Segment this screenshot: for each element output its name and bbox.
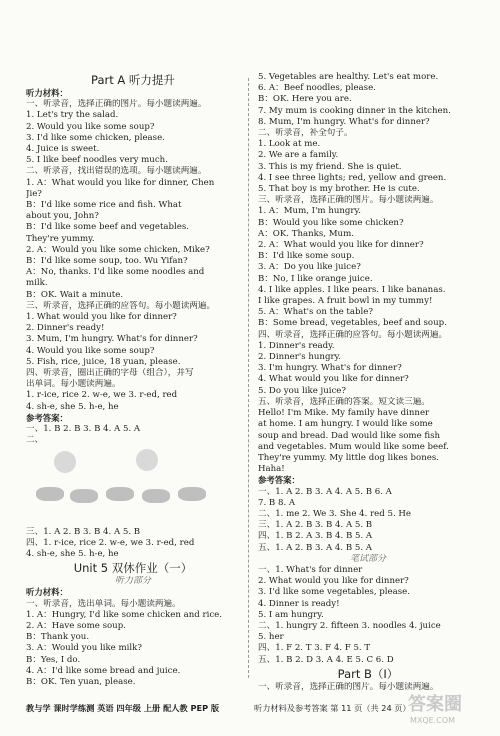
text-line: B：Some bread, vegetables, beef and soup.: [258, 318, 447, 329]
column-divider: [248, 78, 249, 678]
text-line: 5. her: [258, 632, 284, 643]
sub-heading: 参考答案：: [26, 412, 68, 423]
text-line: 3. Mum, I'm hungry. What's for dinner?: [26, 334, 198, 345]
text-line: 二、听录音，补全句子。: [258, 128, 353, 139]
section-heading: Part A 听力提升: [91, 73, 175, 87]
text-line: 1. Let's try the salad.: [26, 110, 119, 121]
text-line: B：No, I like orange juice.: [258, 273, 373, 284]
text-line: 2. We are a family.: [258, 150, 339, 161]
text-line: 出单词。每小题读两遍。: [26, 379, 121, 390]
text-line: 1. What would you like for dinner?: [26, 312, 177, 323]
text-line: soup and bread. Dad would like some fish: [258, 430, 441, 441]
text-line: 5. That boy is my brother. He is cute.: [258, 184, 420, 195]
text-line: 三、听录音，选择正确的图片。每小题读两遍。: [258, 195, 439, 206]
food-plate-image: [70, 489, 98, 503]
text-line: 4. Would you like some soup?: [26, 345, 155, 356]
text-line: 5. Fish, rice, juice, 18 yuan, please.: [26, 356, 181, 367]
text-line: 4. A：I'd like some bread and juice.: [26, 665, 181, 676]
text-line: 6. A：Beef noodles, please.: [258, 83, 376, 94]
text-line: 3. I'd like some chicken, please.: [26, 132, 165, 143]
left-column: [26, 72, 240, 688]
text-line: 4. What would you like for dinner?: [258, 374, 409, 385]
sub-heading: 听力材料：: [26, 88, 68, 98]
text-line: 3. A：Would you like milk?: [26, 643, 142, 654]
text-line: 2. What would you like for dinner?: [258, 576, 409, 587]
text-line: 3. This is my friend. She is quiet.: [258, 161, 402, 172]
text-line: 二、听录音，找出错误的选项。每小题读两遍。: [26, 166, 207, 177]
text-line: 四、1. r-ice, rice 2. w-e, we 3. r-ed, red: [26, 537, 195, 548]
text-line: A：No, thanks. I'd like some noodles and: [26, 267, 205, 278]
handwritten-label: 听力部分: [114, 576, 151, 587]
food-plate-image: [142, 489, 170, 503]
text-line: 4. I like apples. I like pears. I like bananas.: [258, 284, 446, 295]
text-line: 4. Dinner is ready!: [258, 598, 340, 609]
section-heading: Unit 5 双休作业（一）: [73, 561, 193, 576]
text-line: 1. A：Mum, I'm hungry.: [258, 206, 361, 217]
text-line: 4. sh-e, she 5. h-e, he: [26, 401, 119, 412]
text-line: 7. My mum is cooking dinner in the kitchen.: [258, 105, 451, 116]
text-line: 二、1. me 2. We 3. She 4. red 5. He: [258, 508, 412, 519]
text-line: 一、听录音，选择正确的图片。每小题读两遍。: [26, 99, 207, 110]
text-line: 2. A：What would you like for dinner?: [258, 240, 424, 251]
text-line: 1. A：Hungry, I'd like some chicken and rice.: [26, 609, 222, 620]
sub-heading: 听力材料：: [26, 587, 68, 598]
handwritten-label: 笔试部分: [349, 553, 386, 564]
text-line: 二、: [26, 435, 44, 446]
text-line: 五、听录音，选择正确的答案。短文读三遍。: [258, 396, 430, 407]
right-column: [258, 72, 478, 693]
text-line: 1. Look at me.: [258, 139, 321, 150]
text-line: B：I'd like some soup.: [258, 251, 355, 262]
text-line: 5. Do you like juice?: [258, 385, 346, 396]
food-plate-image: [106, 487, 134, 501]
footer-book-title: 教与学 课时学练测 英语 四年级 上册 配人教 PEP 版: [26, 703, 220, 713]
text-line: A：OK. Thanks, Mum.: [258, 228, 354, 239]
sub-heading: 参考答案：: [258, 475, 300, 486]
food-plate-image: [36, 487, 64, 501]
text-line: 2. Dinner's hungry.: [258, 352, 341, 363]
text-line: 2. A：Have some soup.: [26, 620, 126, 631]
text-line: 5. A：What's on the table?: [258, 307, 373, 318]
text-line: B：OK. Ten yuan, please.: [26, 676, 136, 687]
text-line: 五、1. A 2. B 3. A 4. B 5. A: [258, 542, 373, 553]
text-line: and vegetables. Mum would like some beef.: [258, 441, 449, 452]
text-line: Jie?: [26, 188, 42, 199]
text-line: 7. B 8. A: [258, 497, 296, 508]
text-line: B：OK. Here you are.: [258, 94, 352, 105]
text-line: B：I'd like some rice and fish. What: [26, 200, 182, 211]
text-line: 三、听录音，选择正确的应答句。每小题读两遍。: [26, 300, 216, 311]
text-line: at home. I am hungry. I would like some: [258, 419, 433, 430]
text-line: 一、1. B 2. B 3. B 4. A 5. A: [26, 424, 141, 435]
watermark-logo: 答案圈: [408, 694, 462, 715]
section-heading: Part B（I）: [337, 666, 399, 681]
text-line: 4. sh-e, she 5. h-e, he: [26, 548, 119, 559]
footer-page-number: 听力材料及参考答案 第 11 页（共 24 页）: [254, 703, 411, 713]
text-line: 5. I like beef noodles very much.: [26, 155, 168, 166]
text-line: 四、听录音，选择正确的应答句。每小题读两遍。: [258, 329, 448, 340]
text-line: 一、1. A 2. B 3. A 4. A 5. B 6. A: [258, 486, 392, 497]
text-line: 3. I'd like some vegetables, please.: [258, 587, 410, 598]
text-line: B：I'd like some beef and vegetables.: [26, 222, 190, 233]
food-plate-image: [178, 487, 206, 501]
text-line: 8. Mum, I'm hungry. What's for dinner?: [258, 116, 430, 127]
text-line: 5. Vegetables are healthy. Let's eat more.: [258, 72, 439, 82]
text-line: 4. I see three lights; red, yellow and green.: [258, 172, 447, 183]
text-line: milk.: [26, 278, 48, 289]
text-line: 5. I am hungry.: [258, 609, 324, 620]
text-line: 2. A：Would you like some chicken, Mike?: [26, 244, 210, 255]
answer-illustrations: [26, 447, 240, 527]
text-line: B：Thank you.: [26, 632, 90, 643]
text-line: 四、1. B 2. A 3. B 4. B 5. A: [258, 531, 373, 542]
text-line: 四、1. F 2. T 3. F 4. F 5. T: [258, 643, 371, 654]
text-line: 一、1. What's for dinner: [258, 564, 363, 575]
text-line: Haha!: [258, 464, 285, 475]
text-line: 2. Dinner's ready!: [26, 323, 105, 334]
text-line: 四、听录音，圈出正确的字母（组合），并写: [26, 368, 194, 379]
child-figure-image: [54, 451, 76, 473]
text-line: 三、1. A 2. B 3. B 4. A 5. B: [258, 520, 373, 531]
text-line: B：I'd like some soup, too. Wu Yifan?: [26, 256, 188, 267]
text-line: 3. A：Do you like juice?: [258, 262, 361, 273]
text-line: 二、1. hungry 2. fifteen 3. noodles 4. juice: [258, 620, 441, 631]
text-line: B：OK. Wait a minute.: [26, 289, 124, 300]
text-line: about you, John?: [26, 211, 99, 222]
text-line: B：Yes, I do.: [26, 654, 81, 665]
watermark-url: MXQE.COM: [410, 716, 456, 725]
text-line: 4. Juice is sweet.: [26, 144, 100, 155]
text-line: Hello! I'm Mike. My family have dinner: [258, 408, 430, 419]
text-line: I like grapes. A fruit bowl in my tummy!: [258, 296, 433, 307]
text-line: 3. I'm hungry. What's for dinner?: [258, 363, 402, 374]
text-line: 五、1. B 2. D 3. A 4. E 5. C 6. D: [258, 654, 394, 665]
text-line: 三、1. A 2. B 3. B 4. A 5. B: [26, 526, 141, 537]
text-line: 1. A：What would you like for dinner, Chen: [26, 177, 215, 188]
text-line: 一、听录音，选出单词。每小题读两遍。: [26, 598, 181, 609]
text-line: 2. Would you like some soup?: [26, 121, 155, 132]
text-line: B：Would you like some chicken?: [258, 217, 404, 228]
child-figure-image: [136, 449, 158, 471]
text-line: 一、听录音，选择正确的图片。每小题读两遍。: [258, 681, 439, 692]
text-line: They're yummy. My little dog likes bones.: [258, 452, 439, 463]
text-line: They're yummy.: [26, 233, 95, 244]
text-line: 1. r-ice, rice 2. w-e, we 3. r-ed, red: [26, 390, 178, 401]
text-line: 1. Dinner's ready.: [258, 340, 335, 351]
